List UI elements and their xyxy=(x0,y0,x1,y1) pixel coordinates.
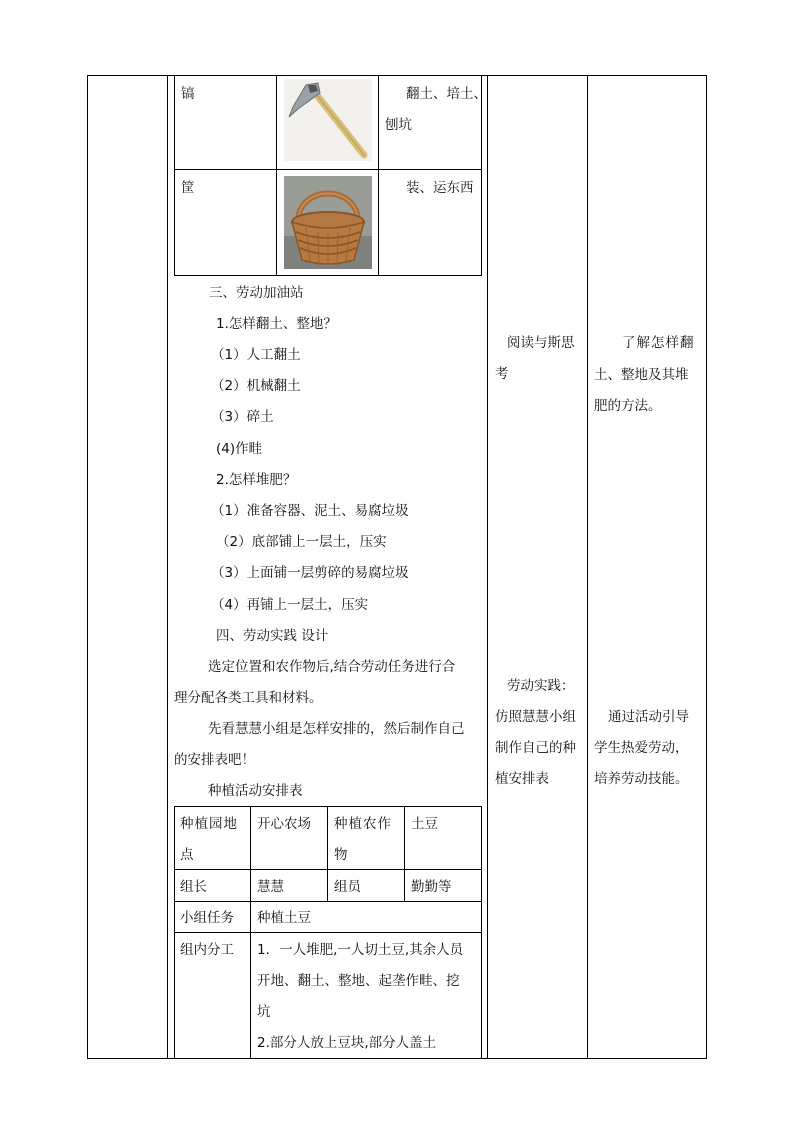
plan-location-label-line2: 点 xyxy=(180,847,194,863)
plan-division-line: 2.部分人放上豆块,部分人盖土 xyxy=(257,1035,437,1051)
tool-name-pickaxe: 镐 xyxy=(181,86,195,102)
student-activity-1-line2: 考 xyxy=(495,366,509,382)
design-intent-2-line: 培养劳动技能。 xyxy=(594,771,689,787)
plan-crop-label-line2: 物 xyxy=(334,847,348,863)
basket-photo xyxy=(284,176,372,269)
tools-table-row-divider xyxy=(174,169,482,170)
design-intent-1-line: 了解怎样翻 xyxy=(622,335,695,351)
student-activity-1-line1: 阅读与斯思 xyxy=(507,335,575,351)
section4-paragraph-1-line2: 理分配各类工具和材料。 xyxy=(174,690,323,706)
tools-table-col1 xyxy=(276,75,277,276)
tools-table-bottom xyxy=(174,275,482,276)
design-intent-2-line: 通过活动引导 xyxy=(608,709,689,725)
section4-paragraph-2-line1: 先看慧慧小组是怎样安排的，然后制作自己 xyxy=(208,721,465,737)
tool-use-pickaxe-line1: 翻土、培土、 xyxy=(406,86,487,102)
tool-use-pickaxe-line2: 刨坑 xyxy=(385,117,412,133)
student-activity-2-line: 制作自己的种 xyxy=(495,740,576,756)
plan-table-title: 种植活动安排表 xyxy=(208,783,303,799)
section3-q2-item: （3）上面铺一层剪碎的易腐垃圾 xyxy=(211,565,409,581)
plan-table-row-2 xyxy=(174,901,482,902)
tool-name-basket: 筐 xyxy=(181,180,195,196)
plan-table-col-3 xyxy=(404,806,405,902)
section3-q1-item: （1）人工翻土 xyxy=(211,347,301,363)
plan-location-label: 种植园地 xyxy=(180,816,238,832)
section4-heading: 四、劳动实践 设计 xyxy=(216,628,329,644)
plan-division-line: 开地、翻土、整地、起垄作畦、挖 xyxy=(257,973,460,989)
design-intent-1-line: 土、整地及其堆 xyxy=(594,367,689,383)
section3-q1-item: （3）碎土 xyxy=(211,409,274,425)
plan-table-col-1 xyxy=(250,806,251,1059)
plan-division-line: 1．一人堆肥,一人切土豆,其余人员 xyxy=(257,942,464,958)
plan-crop-value: 土豆 xyxy=(411,816,438,832)
section4-paragraph-2-line2: 的安排表吧！ xyxy=(174,752,255,768)
plan-table-row-1 xyxy=(174,869,482,870)
plan-division-label: 组内分工 xyxy=(180,942,234,958)
plan-leader-value: 慧慧 xyxy=(257,879,284,895)
outer-col-divider-2 xyxy=(487,75,488,1059)
outer-left-border xyxy=(87,75,88,1059)
student-activity-2-line: 仿照慧慧小组 xyxy=(495,709,576,725)
plan-table-bottom xyxy=(174,1058,482,1059)
tools-table-right xyxy=(481,75,482,276)
outer-col-divider-1 xyxy=(167,75,168,1059)
tools-table-left xyxy=(174,75,175,276)
section4-paragraph-1-line1: 选定位置和农作物后,结合劳动任务进行合 xyxy=(208,659,456,675)
tools-table-col2 xyxy=(378,75,379,276)
plan-members-value: 勤勤等 xyxy=(411,879,452,895)
outer-col-divider-3 xyxy=(587,75,588,1059)
plan-members-label: 组员 xyxy=(334,879,361,895)
pickaxe-photo xyxy=(284,79,372,161)
plan-task-value: 种植土豆 xyxy=(257,910,311,926)
student-activity-2-line: 植安排表 xyxy=(495,771,549,787)
plan-leader-label: 组长 xyxy=(180,879,207,895)
outer-right-border xyxy=(706,75,707,1059)
plan-table-row-3 xyxy=(174,932,482,933)
student-activity-2-heading: 劳动实践： xyxy=(507,678,575,694)
section3-q1-item: (4)作畦 xyxy=(216,441,263,457)
section3-q2-item: （1）准备容器、泥土、易腐垃圾 xyxy=(211,503,409,519)
section3-question-1: 1.怎样翻土、整地？ xyxy=(216,316,337,332)
tool-use-basket: 装、运东西 xyxy=(406,180,474,196)
outer-top-border xyxy=(87,75,707,76)
design-intent-2-line: 学生热爱劳动， xyxy=(594,740,689,756)
plan-location-value: 开心农场 xyxy=(257,816,311,832)
section3-question-2: 2.怎样堆肥？ xyxy=(216,472,297,488)
section3-q2-item: （4）再铺上一层土，压实 xyxy=(211,597,369,613)
plan-crop-label: 种植农作 xyxy=(334,816,392,832)
section3-q2-item: （2）底部铺上一层土，压实 xyxy=(216,534,387,550)
plan-table-right xyxy=(481,806,482,1059)
section3-heading: 三、劳动加油站 xyxy=(209,285,304,301)
section3-q1-item: （2）机械翻土 xyxy=(211,378,301,394)
plan-table-col-2 xyxy=(327,806,328,902)
plan-table-top xyxy=(174,806,482,807)
plan-division-line: 坑 xyxy=(257,1004,271,1020)
design-intent-1-line: 肥的方法。 xyxy=(594,398,662,414)
plan-task-label: 小组任务 xyxy=(180,910,234,926)
plan-table-left xyxy=(174,806,175,1059)
